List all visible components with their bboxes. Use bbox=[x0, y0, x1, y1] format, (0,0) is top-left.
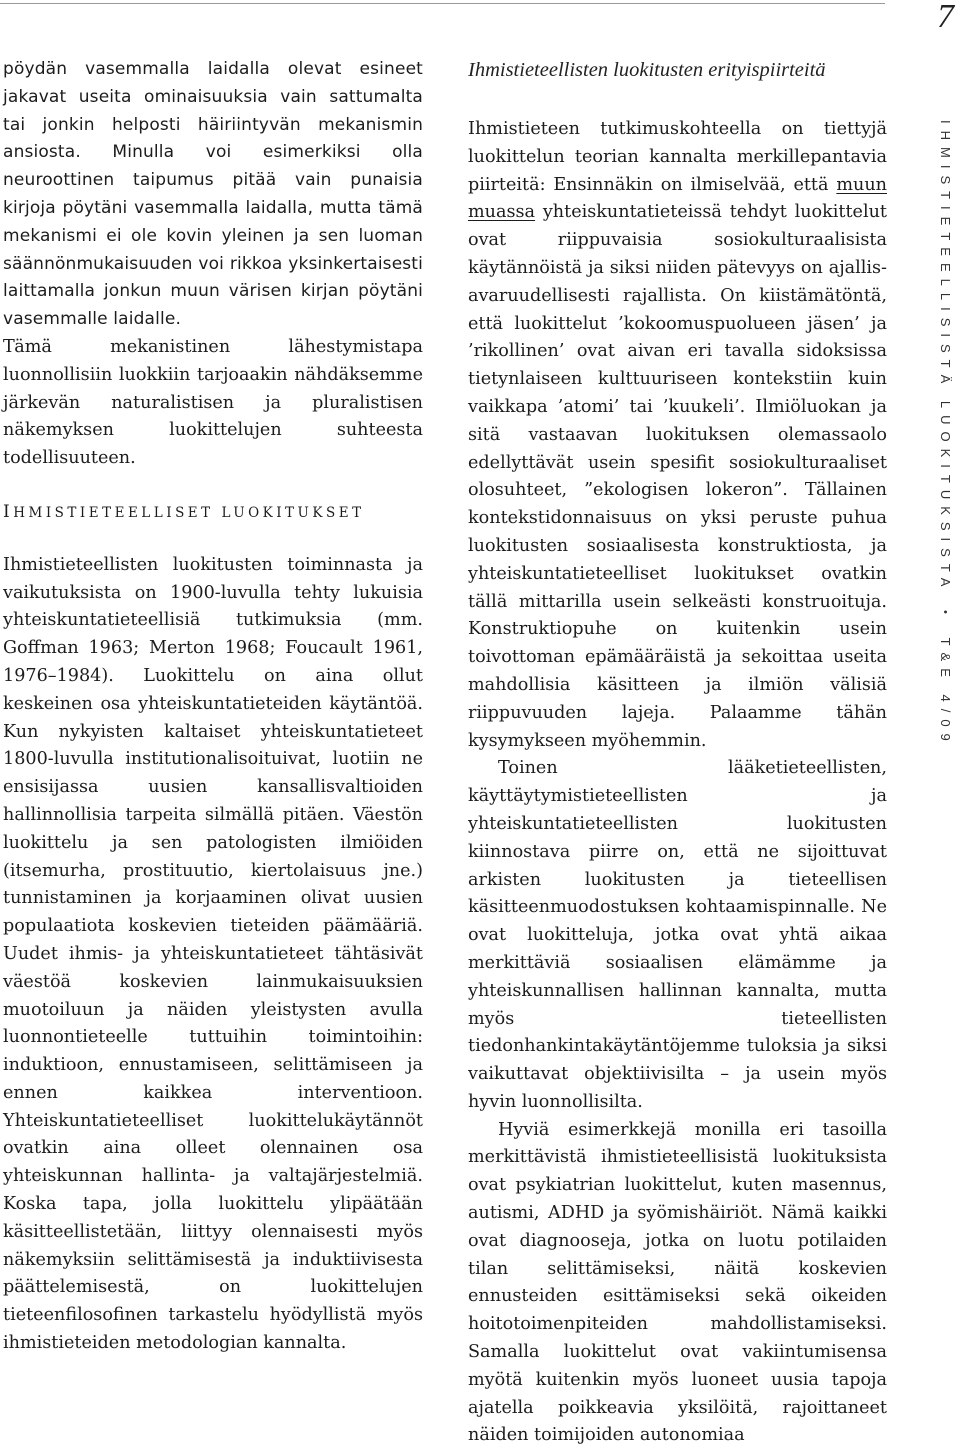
paragraph-special-features-b: yhteiskuntatieteissä tehdyt luokittelut ovat riippuvaisia sosiokulturaalisista käytännöistä ja siksi niiden pätevyys on ajallis-avaruudellisesti rajallista. On kiistämätöntä, että luokittelut ’kokoomuspuolueen jäsen’ ja ’rikollinen’ ovat aivan eri tavalla sidoksissa tietynlaiseen kulttuuriseen kontekstiin kuin vaikkapa ’atomi’ tai ’kuukeli’. Ilmiöluokan ja sitä vastaavan luokituksen olemassaolo edellyttävät usein spesifit sosiokulturaaliset olosuhteet, ”ekologisen lokeron”. Tällainen kontekstidonnaisuus on yksi peruste puhua luokitusten sosiaalisesta konstruktiosta, ja yhteiskuntatieteelliset luokitukset ovatkin tällä mittarilla usein selkeästi konstruoituja. Konstruktiopuhe on kuitenkin usein toivottoman epämääräistä ja sekoittaa useita mahdollisia käsitteen ja ilmiön välisiä riippuvuuden lajeja. Palaamme tähän kysymykseen myöhemmin. bbox=[468, 202, 888, 751]
section-heading-initial: I bbox=[3, 501, 14, 522]
paragraph-examples: Hyviä esimerkkejä monilla eri tasoilla merkittävistä ihmistieteellisistä luokituksista ovat psykiatrian luokittelut, kuten masennus, autismi, ADHD ja syömishäiriöt. Nämä kaikki ovat diagnooseja, jotka on luotu potilaiden tilan selittämiseksi, näitä koskevien ennusteiden esittämiseksi sekä oikeiden hoitotoimenpiteiden mahdollistamiseksi. Samalla luokittelut ovat vakiintumisensa myötä kuitenkin myös luoneet uusia tapoja ajatella poikkeavia yksilöitä, rajoittaneet näiden toimijoiden autonomiaa bbox=[468, 1119, 887, 1446]
underlined-phrase: muun muassa bbox=[468, 174, 888, 223]
paragraph-special-features bbox=[468, 116, 887, 755]
paragraph-second-feature: Toinen lääketieteellisten, käyttäytymistieteellisten ja yhteiskuntatieteellisten luokitusten kiinnostava piirre on, että ne sijoittuvat arkisten luokitusten ja tieteellisen käsitteenmuodostuksen kohtaamispinnalle. Ne ovat luokitteluja, jotka ovat yhtä aikaa merkittäviä sosiaalisen elämämme ja yhteiskunnallisen hallinnan kannalta, mutta myös tieteellisten tiedonhankintakäytäntöjemme tuloksia ja siksi vaikuttavat objektiivisilta – ja usein myös hyvin luonnollisilta. bbox=[468, 758, 887, 1112]
right-column bbox=[468, 56, 887, 1450]
running-head bbox=[938, 120, 953, 748]
page-number: 7 bbox=[937, 0, 954, 35]
paragraph-human-science-classifications: Ihmistieteellisten luokitusten toiminnasta ja vaikutuksista on 1900-luvulla tehty lukuisia yhteiskuntatieteellisiä tutkimuksia (mm. Goffman 1963; Merton 1968; Foucault 1961, 1976–1984). Luokittelu on aina ollut keskeinen osa yhteiskuntatieteiden käytäntöä. Kun nykyisten kaltaiset yhteiskuntatieteet 1800-luvulla institutionalisoituivat, luotiin ne ensisijassa uusien kansallisvaltioiden hallinnollisia tarpeita silmällä pitäen. Väestön luokittelu ja sen patologisten ilmiöiden (itsemurha, prostituutio, kiertolaisuus jne.) tunnistaminen ja korjaaminen olivat uusien populaatiota koskevien tieteiden päämääriä. Uudet ihmis- ja yhteiskuntatieteet tähtäsivät väestöä koskevien lainmukaisuuksien muotoiluun ja näiden yleistysten avulla luonnontieteelle tuttuihin toimintoihin: induktioon, ennustamiseen, selittämiseen ja ennen kaikkea interventioon. Yhteiskuntatieteelliset luokittelukäytännöt ovatkin aina olleet olennainen osa yhteiskunnan hallinta- ja valtajärjestelmiä. Koska tapa, jolla luokittelu ylipäätään käsitteellistetään, liittyy olennaisesti myös näkemyksiin selittämisestä ja induktiivisesta päättelemisestä, on luokittelujen tieteenfilosofinen tarkastelu hyödyllistä myös ihmistieteiden metodologian kannalta. bbox=[3, 554, 423, 1354]
section-heading bbox=[3, 499, 423, 528]
bullet-separator: • bbox=[939, 610, 951, 621]
paragraph-mechanistic: Tämä mekanistinen lähestymistapa luonnollisiin luokkiin tarjoaakin nähdäksemme järkevän naturalistisen ja pluralistisen näkemyksen luokittelujen suhteesta todellisuuteen. bbox=[3, 336, 423, 469]
running-head-title: IHMISTIETEELLISISTÄ LUOKITUKSISTA bbox=[938, 120, 953, 594]
header-rule bbox=[0, 3, 885, 4]
paragraph-continuation: pöydän vasemmalla laidalla olevat esineet jakavat useita ominaisuuksia vain sattumalta tai jonkin helposti häiriintyvän mekanismin ansiosta. Minulla voi esimerkiksi olla neuroottinen taipumus pitää vain punaisia kirjoja pöytäni vasemmalla laidalla, mutta tämä mekanismi ei ole kovin yleinen ja sen luoman säännönmukaisuuden voi rikkoa yksinkertaisesti laittamalla jonkun muun värisen kirjan pöytäni vasemmalle laidalle. bbox=[3, 59, 423, 330]
left-column bbox=[3, 56, 423, 1358]
running-head-issue: T&E 4/09 bbox=[938, 637, 953, 748]
section-heading-rest: HMISTIETEELLISET LUOKITUKSET bbox=[13, 504, 365, 521]
paragraph-special-features-a: Ihmistieteen tutkimuskohteella on tiettyjä luokittelun teorian kannalta merkillepantavia piirteitä: Ensinnäkin on ilmiselvää, että bbox=[468, 119, 887, 195]
sub-heading: Ihmistieteellisten luokitusten erityispiirteitä bbox=[468, 59, 826, 81]
